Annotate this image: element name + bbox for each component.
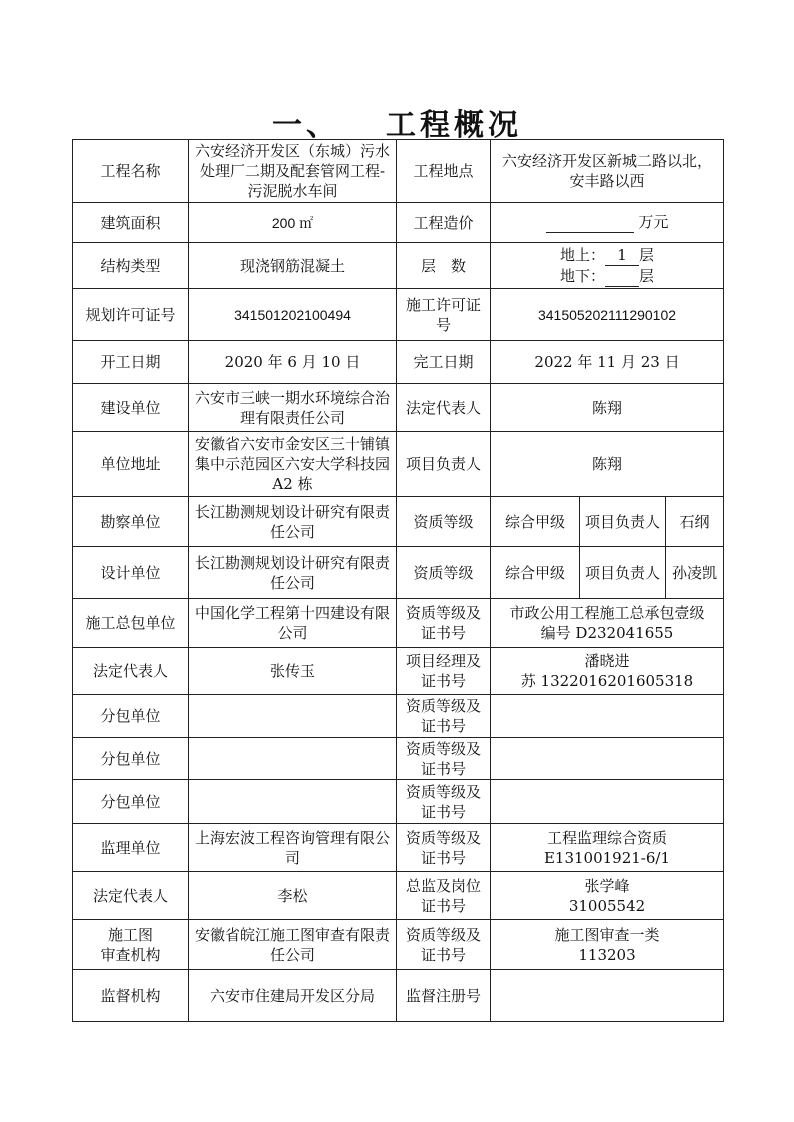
- value-subcontractor-3-qualification: [491, 780, 724, 824]
- label-completion-date: 完工日期: [397, 341, 491, 384]
- label-planning-permit: 规划许可证号: [73, 289, 189, 341]
- value-design-leader: 孙凌凯: [666, 547, 724, 599]
- label-construction-permit: 施工许可证号: [397, 289, 491, 341]
- value-unit-address: 安徽省六安市金安区三十铺镇集中示范园区六安大学科技园 A2 栋: [189, 432, 397, 497]
- value-planning-permit: 341501202100494: [189, 289, 397, 341]
- value-contractor-qualification: 市政公用工程施工总承包壹级 编号 D232041655: [491, 599, 724, 648]
- table-row: [73, 432, 724, 497]
- value-legal-rep: 陈翔: [491, 384, 724, 432]
- label-general-contractor: 施工总包单位: [73, 599, 189, 648]
- value-construction-permit: 341505202111290102: [491, 289, 724, 341]
- label-project-cost: 工程造价: [397, 203, 491, 243]
- label-supervision-unit: 监理单位: [73, 824, 189, 872]
- table-row: [73, 384, 724, 432]
- table-row: [73, 289, 724, 341]
- value-design-grade: 综合甲级: [491, 547, 580, 599]
- value-supervision-legal-rep: 李松: [189, 872, 397, 920]
- label-supervisory-reg-no: 监督注册号: [397, 970, 491, 1022]
- page-title: [0, 100, 794, 144]
- table-row: [73, 140, 724, 203]
- value-supervisory-reg-no: [491, 970, 724, 1022]
- floors-above: 地上： 1 层: [559, 245, 655, 264]
- value-building-area: 200 ㎡: [189, 203, 397, 243]
- label-supervision-legal-rep: 法定代表人: [73, 872, 189, 920]
- label-subcontractor-3: 分包单位: [73, 780, 189, 824]
- label-project-location: 工程地点: [397, 140, 491, 203]
- value-review-qualification: 施工图审查一类 113203: [491, 920, 724, 970]
- table-row: [73, 243, 724, 289]
- label-start-date: 开工日期: [73, 341, 189, 384]
- table-row: [73, 599, 724, 648]
- label-design-leader: 项目负责人: [580, 547, 666, 599]
- table-row: [73, 970, 724, 1022]
- label-survey-leader: 项目负责人: [580, 497, 666, 547]
- value-subcontractor-1: [189, 695, 397, 738]
- label-structure-type: 结构类型: [73, 243, 189, 289]
- label-supervisory-agency: 监督机构: [73, 970, 189, 1022]
- label-project-leader: 项目负责人: [397, 432, 491, 497]
- table-row: [73, 872, 724, 920]
- floors-below: 地下： 层: [559, 266, 655, 285]
- value-project-manager: 潘晓进 苏 1322016201605318: [491, 648, 724, 695]
- table-row: [73, 341, 724, 384]
- label-subcontractor-1-qualification: 资质等级及证书号: [397, 695, 491, 738]
- table-row: [73, 547, 724, 599]
- value-subcontractor-2-qualification: [491, 738, 724, 780]
- table-row: [73, 695, 724, 738]
- table-row: [73, 497, 724, 547]
- label-subcontractor-2-qualification: 资质等级及证书号: [397, 738, 491, 780]
- label-review-qualification: 资质等级及证书号: [397, 920, 491, 970]
- value-supervision-unit: 上海宏波工程咨询管理有限公司: [189, 824, 397, 872]
- label-contractor-qualification: 资质等级及证书号: [397, 599, 491, 648]
- value-project-location: 六安经济开发区新城二路以北，安丰路以西: [491, 140, 724, 203]
- label-contractor-legal-rep: 法定代表人: [73, 648, 189, 695]
- value-design-unit: 长江勘测规划设计研究有限责任公司: [189, 547, 397, 599]
- label-building-area: 建筑面积: [73, 203, 189, 243]
- label-drawing-review: 施工图 审查机构: [73, 920, 189, 970]
- table-row: [73, 738, 724, 780]
- label-subcontractor-3-qualification: 资质等级及证书号: [397, 780, 491, 824]
- value-project-name: 六安经济开发区（东城）污水处理厂二期及配套管网工程-污泥脱水车间: [189, 140, 397, 203]
- table-row: [73, 920, 724, 970]
- cost-blank: [546, 212, 634, 233]
- label-design-grade: 资质等级: [397, 547, 491, 599]
- cost-unit: 万元: [638, 213, 669, 231]
- value-survey-grade: 综合甲级: [491, 497, 580, 547]
- value-subcontractor-1-qualification: [491, 695, 724, 738]
- label-subcontractor-2: 分包单位: [73, 738, 189, 780]
- table-row: [73, 648, 724, 695]
- title-number: 一、: [272, 108, 340, 143]
- value-start-date: 2020 年 6 月 10 日: [189, 341, 397, 384]
- value-subcontractor-3: [189, 780, 397, 824]
- value-floors: [491, 243, 724, 289]
- label-survey-grade: 资质等级: [397, 497, 491, 547]
- value-survey-unit: 长江勘测规划设计研究有限责任公司: [189, 497, 397, 547]
- value-completion-date: 2022 年 11 月 23 日: [491, 341, 724, 384]
- value-chief-supervisor: 张学峰 31005542: [491, 872, 724, 920]
- value-project-cost: [491, 203, 724, 243]
- label-design-unit: 设计单位: [73, 547, 189, 599]
- value-general-contractor: 中国化学工程第十四建设有限公司: [189, 599, 397, 648]
- label-supervision-qualification: 资质等级及证书号: [397, 824, 491, 872]
- value-supervision-qualification: 工程监理综合资质 E131001921-6/1: [491, 824, 724, 872]
- label-survey-unit: 勘察单位: [73, 497, 189, 547]
- label-floors: 层 数: [397, 243, 491, 289]
- value-structure-type: 现浇钢筋混凝土: [189, 243, 397, 289]
- label-developer: 建设单位: [73, 384, 189, 432]
- value-project-leader: 陈翔: [491, 432, 724, 497]
- value-developer: 六安市三峡一期水环境综合治理有限责任公司: [189, 384, 397, 432]
- table-row: [73, 824, 724, 872]
- table-row: [73, 203, 724, 243]
- value-subcontractor-2: [189, 738, 397, 780]
- label-unit-address: 单位地址: [73, 432, 189, 497]
- project-overview-table: [72, 139, 724, 1022]
- label-legal-rep: 法定代表人: [397, 384, 491, 432]
- value-drawing-review: 安徽省皖江施工图审查有限责任公司: [189, 920, 397, 970]
- label-chief-supervisor: 总监及岗位证书号: [397, 872, 491, 920]
- value-supervisory-agency: 六安市住建局开发区分局: [189, 970, 397, 1022]
- label-project-name: 工程名称: [73, 140, 189, 203]
- label-project-manager: 项目经理及证书号: [397, 648, 491, 695]
- value-contractor-legal-rep: 张传玉: [189, 648, 397, 695]
- title-text: 工程概况: [386, 108, 522, 143]
- table-row: [73, 780, 724, 824]
- value-survey-leader: 石纲: [666, 497, 724, 547]
- label-subcontractor-1: 分包单位: [73, 695, 189, 738]
